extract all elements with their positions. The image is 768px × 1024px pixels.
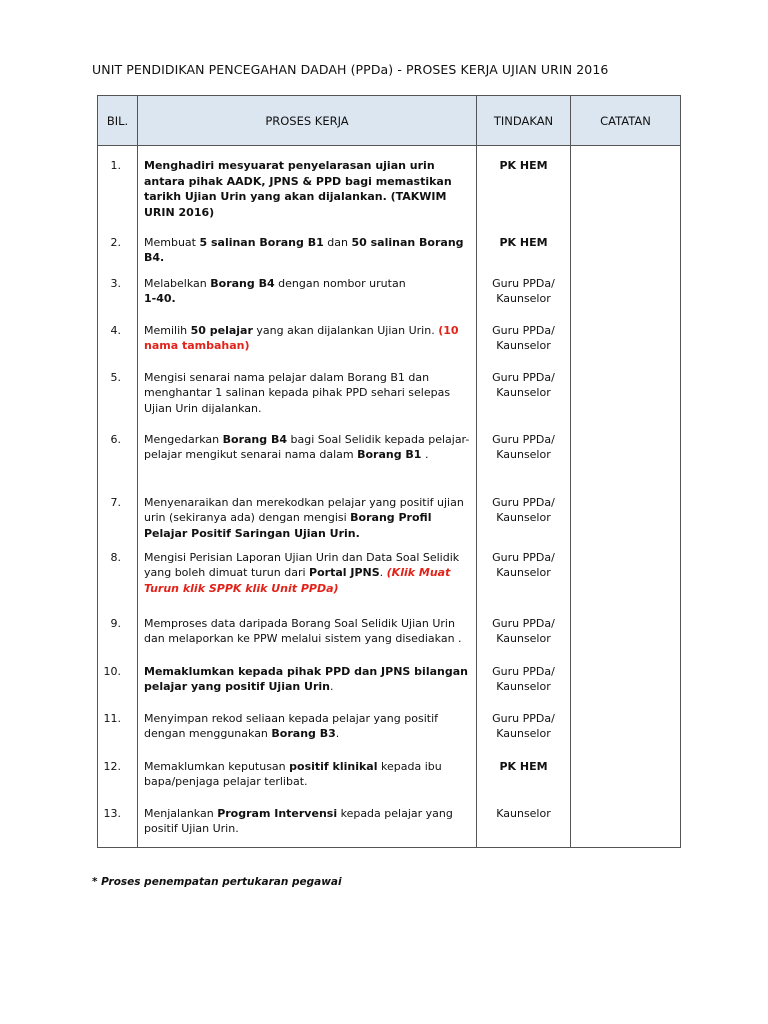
process-text-segment: . xyxy=(421,448,429,461)
process-description xyxy=(138,315,477,362)
process-text-segment: Menjalankan xyxy=(144,806,218,820)
table-row xyxy=(98,751,681,798)
process-text-segment: Membuat xyxy=(144,235,200,249)
process-text-segment: Borang Profil Pelajar Positif Saringan Ujian Urin. xyxy=(144,511,432,540)
process-text-segment: Menyenaraikan dan merekodkan pelajar yang positif ujian urin (sekiranya ada) dengan mengisi xyxy=(144,495,464,524)
process-description xyxy=(138,146,477,223)
table-row xyxy=(98,798,681,848)
action-owner: Guru PPDa/ Kaunselor xyxy=(477,362,571,424)
action-owner: Guru PPDa/ Kaunselor xyxy=(477,315,571,362)
process-description xyxy=(138,751,477,798)
process-text-segment: Memaklumkan kepada pihak PPD dan JPNS bilangan pelajar yang positif Ujian Urin xyxy=(144,664,468,693)
notes-cell xyxy=(571,424,681,487)
process-text-segment: positif klinikal xyxy=(289,759,378,773)
process-description xyxy=(138,542,477,608)
notes-cell xyxy=(571,146,681,223)
process-text-segment: bagi Soal Selidik kepada pelajar-pelajar mengikut senarai nama dalam xyxy=(144,432,470,461)
process-text-segment: yang akan dijalankan Ujian Urin. xyxy=(252,323,439,337)
process-table xyxy=(97,95,681,848)
row-number: 11. xyxy=(98,703,138,751)
process-description xyxy=(138,362,477,424)
row-number: 9. xyxy=(98,608,138,656)
notes-cell xyxy=(571,703,681,751)
table-row xyxy=(98,424,681,487)
action-owner: Guru PPDa/ Kaunselor xyxy=(477,608,571,656)
row-number: 13. xyxy=(98,798,138,848)
process-text-segment: dengan nombor urutan xyxy=(274,276,406,290)
process-text-segment: Portal JPNS xyxy=(309,566,380,579)
row-number: 12. xyxy=(98,751,138,798)
process-description xyxy=(138,268,477,315)
notes-cell xyxy=(571,542,681,608)
notes-cell xyxy=(571,798,681,848)
table-row xyxy=(98,487,681,542)
process-text-segment: Borang B4 xyxy=(210,276,275,290)
process-text-segment: 5 salinan Borang B1 xyxy=(199,235,324,249)
table-row xyxy=(98,703,681,751)
action-owner: Guru PPDa/ Kaunselor xyxy=(477,656,571,703)
footnote: * Proses penempatan pertukaran pegawai xyxy=(92,876,342,888)
action-owner: Guru PPDa/ Kaunselor xyxy=(477,487,571,542)
table-row xyxy=(98,223,681,268)
notes-cell xyxy=(571,751,681,798)
notes-cell xyxy=(571,362,681,424)
process-text-segment: Borang B3 xyxy=(271,727,336,740)
row-number: 10. xyxy=(98,656,138,703)
process-text-segment: Borang B4 xyxy=(222,432,287,446)
process-text-segment: kepada pelajar yang positif Ujian Urin. xyxy=(144,806,453,835)
process-text-segment: 1-40. xyxy=(144,292,176,305)
process-description xyxy=(138,703,477,751)
row-number: 1. xyxy=(98,146,138,223)
notes-cell xyxy=(571,223,681,268)
process-text-segment: Memilih xyxy=(144,323,191,337)
notes-cell xyxy=(571,315,681,362)
process-description xyxy=(138,487,477,542)
header-proses-kerja: PROSES KERJA xyxy=(138,96,477,146)
process-text-segment: . xyxy=(330,680,334,693)
notes-cell xyxy=(571,487,681,542)
process-text-segment: kepada ibu bapa/penjaga pelajar terlibat. xyxy=(144,759,442,788)
table-header-row xyxy=(98,96,681,146)
process-text-segment: Program Intervensi xyxy=(217,806,338,820)
process-description xyxy=(138,798,477,848)
process-text-segment: Menghadiri mesyuarat penyelarasan ujian urin antara pihak AADK, JPNS & PPD bagi memastikan tarikh Ujian Urin yang akan dijalankan. (TAKWIM URIN 2016) xyxy=(144,159,452,219)
notes-cell xyxy=(571,608,681,656)
notes-cell xyxy=(571,268,681,315)
process-text-segment: dan xyxy=(323,235,352,249)
process-text-segment: Mengisi Perisian Laporan Ujian Urin dan Data Soal Selidik yang boleh dimuat turun dari xyxy=(144,550,460,579)
row-number: 7. xyxy=(98,487,138,542)
action-owner: Guru PPDa/ Kaunselor xyxy=(477,424,571,487)
table-row xyxy=(98,268,681,315)
process-description xyxy=(138,223,477,268)
process-text-segment: Memproses data daripada Borang Soal Selidik Ujian Urin dan melaporkan ke PPW melalui sistem yang disediakan . xyxy=(144,616,462,645)
process-text-segment: . xyxy=(335,727,340,740)
table-row xyxy=(98,315,681,362)
process-text-segment: . xyxy=(379,566,387,579)
action-owner: Guru PPDa/ Kaunselor xyxy=(477,703,571,751)
header-catatan: CATATAN xyxy=(571,96,681,146)
process-text-segment: (Klik Muat Turun klik SPPK klik Unit PPDa) xyxy=(144,566,451,595)
row-number: 3. xyxy=(98,268,138,315)
action-owner: Kaunselor xyxy=(477,798,571,848)
table-row xyxy=(98,146,681,223)
process-text-segment: Memaklumkan keputusan xyxy=(144,759,290,773)
action-owner: PK HEM xyxy=(477,146,571,223)
process-text-segment: (10 nama tambahan) xyxy=(144,323,459,352)
page-title: UNIT PENDIDIKAN PENCEGAHAN DADAH (PPDa) - PROSES KERJA UJIAN URIN 2016 xyxy=(92,62,609,77)
process-text-segment: Melabelkan xyxy=(144,276,211,290)
process-text-segment: Borang B1 xyxy=(357,448,422,461)
row-number: 5. xyxy=(98,362,138,424)
process-text-segment: Menyimpan rekod seliaan kepada pelajar yang positif dengan menggunakan xyxy=(144,711,438,740)
action-owner: PK HEM xyxy=(477,223,571,268)
process-description xyxy=(138,424,477,487)
process-description xyxy=(138,608,477,656)
row-number: 2. xyxy=(98,223,138,268)
row-number: 8. xyxy=(98,542,138,608)
table-body xyxy=(98,146,681,848)
header-tindakan: TINDAKAN xyxy=(477,96,571,146)
action-owner: PK HEM xyxy=(477,751,571,798)
notes-cell xyxy=(571,656,681,703)
process-text-segment: 50 pelajar xyxy=(190,323,253,337)
table-row xyxy=(98,608,681,656)
row-number: 6. xyxy=(98,424,138,487)
row-number: 4. xyxy=(98,315,138,362)
process-description xyxy=(138,656,477,703)
table-row xyxy=(98,362,681,424)
process-text-segment: Mengedarkan xyxy=(144,432,223,446)
action-owner: Guru PPDa/ Kaunselor xyxy=(477,542,571,608)
process-text-segment: 50 salinan Borang B4. xyxy=(144,235,464,264)
header-bil: BIL. xyxy=(98,96,138,146)
process-text-segment: Mengisi senarai nama pelajar dalam Borang B1 dan menghantar 1 salinan kepada pihak PPD sehari selepas Ujian Urin dijalankan. xyxy=(144,370,451,415)
table-row xyxy=(98,656,681,703)
action-owner: Guru PPDa/ Kaunselor xyxy=(477,268,571,315)
table-row xyxy=(98,542,681,608)
